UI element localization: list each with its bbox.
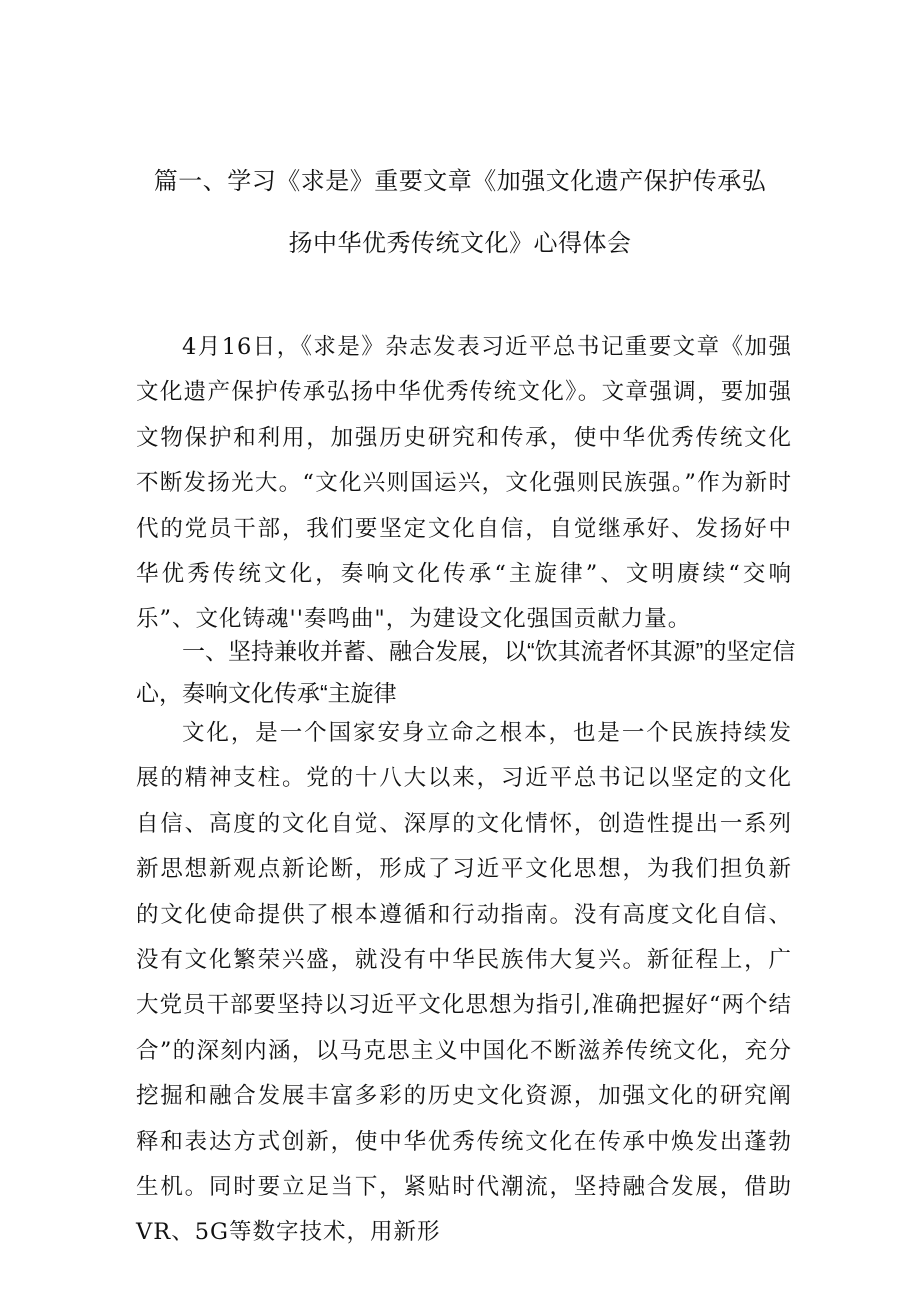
document-title-line-1: 篇一、学习《求是》重要文章《加强文化遗产保护传承弘 [153, 168, 767, 195]
document-title-line-2: 扬中华优秀传统文化》心得体会 [288, 230, 632, 257]
section-heading-1: 一、坚持兼收并蓄、融合发展，以“饮其流者怀其源”的坚定信心，奏响文化传承“主旋律 [136, 638, 796, 706]
intro-paragraph: 4月16日，《求是》杂志发表习近平总书记重要文章《加强文化遗产保护传承弘扬中华优秀传统文化》。文章强调，要加强文物保护和利用，加强历史研究和传承，使中华优秀传统文化不断发扬光大。“文化兴则国运兴，文化强则民族强。”作为新时代的党员干部，我们要坚定文化自信，自觉继承好、发扬好中华优秀传统文化，奏响文化传承“主旋律”、文明赓续“交响乐”、文化铸魂''奏鸣曲"，为建设文化强国贡献力量。 [136, 334, 792, 633]
section-1-paragraph: 文化，是一个国家安身立命之根本，也是一个民族持续发展的精神支柱。党的十八大以来，习近平总书记以坚定的文化自信、高度的文化自觉、深厚的文化情怀，创造性提出一系列新思想新观点新论断，形成了习近平文化思想，为我们担负新的文化使命提供了根本遵循和行动指南。没有高度文化自信、没有文化繁荣兴盛，就没有中华民族伟大复兴。新征程上，广大党员干部要坚持以习近平文化思想为指引,准确把握好“两个结合”的深刻内涵，以马克思主义中国化不断滋养传统文化，充分挖掘和融合发展丰富多彩的历史文化资源，加强文化的研究阐释和表达方式创新，使中华优秀传统文化在传承中焕发出蓬勃生机。同时要立足当下，紧贴时代潮流，坚持融合发展，借助VR、5G等数字技术，用新形 [136, 720, 792, 1246]
